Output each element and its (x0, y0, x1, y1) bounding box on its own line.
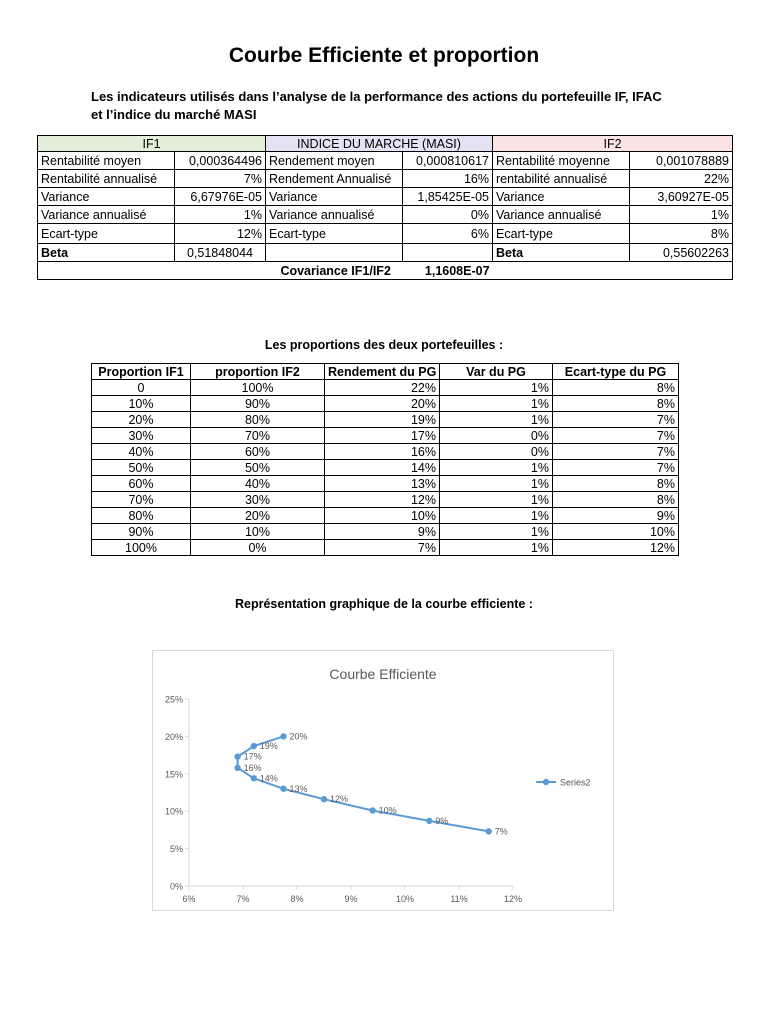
data-label: 12% (330, 794, 349, 805)
table-cell: 12% (553, 540, 679, 556)
table-cell: 40% (191, 476, 325, 492)
table-cell: 30% (92, 428, 191, 444)
table-cell: 13% (325, 476, 440, 492)
indicator-label: Variance (266, 188, 403, 206)
indicator-label: Rendement moyen (266, 152, 403, 170)
chart-heading: Représentation graphique de la courbe efficiente : (235, 597, 533, 611)
table-cell: 90% (92, 524, 191, 540)
table-row (92, 412, 679, 428)
y-tick-label: 15% (164, 769, 183, 780)
indicator-label: Ecart-type (493, 224, 630, 244)
indicator-value: 6% (403, 224, 493, 244)
table-cell: 7% (553, 412, 679, 428)
indicator-value: 0,000810617 (403, 152, 493, 170)
table-cell: 90% (191, 396, 325, 412)
covariance-value: 1,1608E-07 (424, 263, 490, 278)
y-tick-label: 25% (164, 694, 183, 705)
table-cell: 10% (325, 508, 440, 524)
data-label: 14% (259, 773, 278, 784)
data-label: 17% (243, 751, 262, 762)
column-header: Proportion IF1 (92, 364, 191, 380)
table-cell: 50% (191, 460, 325, 476)
table-cell: 1% (440, 380, 553, 396)
data-point (234, 753, 240, 759)
x-tick-label: 12% (503, 894, 523, 904)
indicator-value: 0,000364496 (175, 152, 266, 170)
table-cell: 0% (440, 444, 553, 460)
table-row (92, 524, 679, 540)
indicator-value: 0,55602263 (630, 244, 733, 262)
indicators-table (37, 135, 733, 280)
data-label: 10% (378, 805, 397, 816)
column-header: proportion IF2 (191, 364, 325, 380)
table-row (92, 380, 679, 396)
table-cell: 20% (191, 508, 325, 524)
data-label: 7% (494, 826, 508, 837)
table-cell: 1% (440, 396, 553, 412)
legend-marker (543, 779, 549, 785)
table-cell: 40% (92, 444, 191, 460)
y-tick-label: 10% (164, 806, 183, 817)
table-cell: 1% (440, 524, 553, 540)
table-row (92, 428, 679, 444)
table-cell: 9% (325, 524, 440, 540)
table-cell: 7% (553, 444, 679, 460)
indicator-label: Variance (38, 188, 175, 206)
indicator-label: Variance (493, 188, 630, 206)
table-cell: 0% (191, 540, 325, 556)
data-point (369, 807, 375, 813)
table-cell: 0% (440, 428, 553, 444)
indicator-value: 1% (630, 206, 733, 224)
intro-text (91, 88, 701, 124)
table-cell: 16% (325, 444, 440, 460)
data-point (251, 775, 257, 781)
table-cell: 8% (553, 396, 679, 412)
x-tick-label: 8% (290, 894, 304, 904)
table-cell: 10% (92, 396, 191, 412)
x-tick-label: 10% (395, 894, 415, 904)
indicator-label: rentabilité annualisé (493, 170, 630, 188)
table-cell: 7% (553, 428, 679, 444)
indicator-value: 0,51848044 (175, 244, 266, 262)
table-row (92, 540, 679, 556)
table-cell: 80% (92, 508, 191, 524)
indicator-row (38, 224, 733, 244)
table-cell: 19% (325, 412, 440, 428)
table-row (92, 396, 679, 412)
proportions-heading: Les proportions des deux portefeuilles : (264, 338, 504, 352)
table-cell: 60% (191, 444, 325, 460)
table-cell: 9% (553, 508, 679, 524)
covariance-row (38, 262, 733, 280)
table-row (92, 508, 679, 524)
indicator-value (403, 244, 493, 262)
covariance-label: Covariance IF1/IF2 (280, 263, 391, 278)
column-header: Rendement du PG (325, 364, 440, 380)
table-cell: 7% (325, 540, 440, 556)
indicator-label (266, 244, 403, 262)
indicator-value: 7% (175, 170, 266, 188)
table-cell: 1% (440, 460, 553, 476)
table-cell: 70% (191, 428, 325, 444)
table-cell: 0 (92, 380, 191, 396)
x-tick-label: 11% (450, 894, 468, 904)
indicator-value: 0,001078889 (630, 152, 733, 170)
y-tick-label: 20% (164, 731, 183, 742)
indicator-value: 8% (630, 224, 733, 244)
table-cell: 20% (325, 396, 440, 412)
data-label: 9% (435, 815, 449, 826)
indicator-value: 1% (175, 206, 266, 224)
header-masi: INDICE DU MARCHE (MASI) (266, 136, 493, 152)
data-point (234, 765, 240, 771)
table-cell: 100% (191, 380, 325, 396)
table-cell: 12% (325, 492, 440, 508)
legend-label: Series2 (560, 777, 591, 788)
table-cell: 7% (553, 460, 679, 476)
indicator-label: Beta (38, 244, 175, 262)
data-point (280, 733, 286, 739)
table-row (92, 444, 679, 460)
indicator-value: 6,67976E-05 (175, 188, 266, 206)
table-cell: 10% (553, 524, 679, 540)
table-cell: 100% (92, 540, 191, 556)
table-cell: 20% (92, 412, 191, 428)
table-cell: 60% (92, 476, 191, 492)
table-cell: 1% (440, 540, 553, 556)
table-row (92, 460, 679, 476)
intro-line-2: et l’indice du marché MASI (91, 107, 257, 122)
indicator-label: Beta (493, 244, 630, 262)
data-label: 20% (289, 731, 308, 742)
indicator-row (38, 170, 733, 188)
indicator-label: Rentabilité moyen (38, 152, 175, 170)
data-point (321, 796, 327, 802)
table-cell: 10% (191, 524, 325, 540)
indicator-label: Ecart-type (38, 224, 175, 244)
table-cell: 30% (191, 492, 325, 508)
table-cell: 1% (440, 492, 553, 508)
indicator-label: Rentabilité moyenne (493, 152, 630, 170)
y-tick-label: 5% (169, 844, 183, 855)
x-tick-label: 6% (182, 894, 196, 904)
table-cell: 8% (553, 380, 679, 396)
table-row (92, 492, 679, 508)
data-point (486, 828, 492, 834)
indicator-row (38, 188, 733, 206)
table-cell: 80% (191, 412, 325, 428)
indicator-row (38, 152, 733, 170)
table-cell: 70% (92, 492, 191, 508)
proportions-table (91, 363, 679, 556)
column-header: Var du PG (440, 364, 553, 380)
page-title: Courbe Efficiente et proportion (228, 44, 540, 67)
indicator-value: 1,85425E-05 (403, 188, 493, 206)
indicator-label: Ecart-type (266, 224, 403, 244)
header-if1: IF1 (38, 136, 266, 152)
data-label: 13% (289, 783, 308, 794)
table-cell: 8% (553, 476, 679, 492)
table-cell: 1% (440, 476, 553, 492)
table-row (92, 476, 679, 492)
indicator-value: 16% (403, 170, 493, 188)
data-point (280, 786, 286, 792)
data-label: 16% (243, 762, 262, 773)
indicator-row (38, 244, 733, 262)
x-tick-label: 7% (236, 894, 250, 904)
indicator-label: Variance annualisé (493, 206, 630, 224)
intro-line-1: Les indicateurs utilisés dans l’analyse de la performance des actions du portefeuille IF, IFAC (91, 89, 662, 104)
table-cell: 14% (325, 460, 440, 476)
indicator-label: Variance annualisé (266, 206, 403, 224)
indicator-label: Rentabilité annualisé (38, 170, 175, 188)
chart-svg (153, 651, 613, 910)
indicator-label: Rendement Annualisé (266, 170, 403, 188)
data-label: 19% (259, 741, 278, 752)
indicator-value: 0% (403, 206, 493, 224)
data-point (251, 743, 257, 749)
efficient-frontier-chart (152, 650, 614, 911)
table-cell: 50% (92, 460, 191, 476)
indicator-value: 3,60927E-05 (630, 188, 733, 206)
indicator-value: 22% (630, 170, 733, 188)
column-header: Ecart-type du PG (553, 364, 679, 380)
indicator-value: 12% (175, 224, 266, 244)
indicator-label: Variance annualisé (38, 206, 175, 224)
data-point (426, 818, 432, 824)
table-cell: 17% (325, 428, 440, 444)
table-cell: 1% (440, 412, 553, 428)
table-cell: 1% (440, 508, 553, 524)
x-tick-label: 9% (344, 894, 358, 904)
chart-title: Courbe Efficiente (329, 666, 437, 682)
table-cell: 8% (553, 492, 679, 508)
header-if2: IF2 (493, 136, 733, 152)
table-cell: 22% (325, 380, 440, 396)
indicator-row (38, 206, 733, 224)
y-tick-label: 0% (169, 881, 183, 892)
